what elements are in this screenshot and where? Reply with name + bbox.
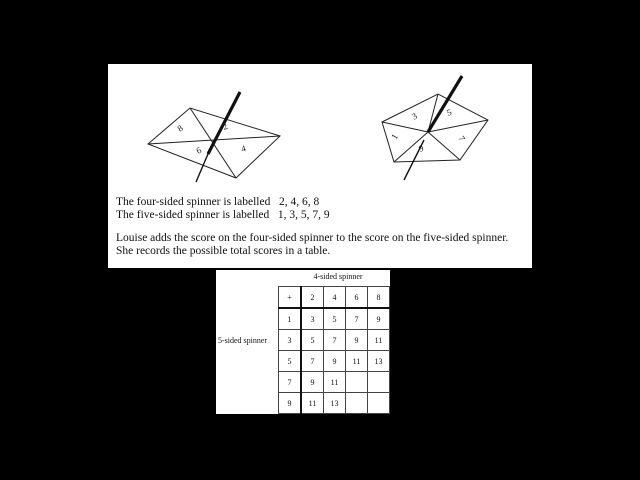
table-row [279,308,390,330]
four-spinner-label-4: 4 [239,143,247,154]
table-cell: 13 [368,351,390,372]
four-spinner-label-2: 2 [221,120,229,132]
table-cell: 8 [368,287,390,309]
table-cell [346,393,368,414]
four-spinner-label-1: 8 [175,122,185,134]
table-cell [368,372,390,393]
question-panel [108,64,532,268]
four-spinner-label-3: 6 [194,144,203,156]
table-column-title: 4-sided spinner [313,272,363,281]
sum-instruction-text: Louise adds the score on the four-sided spinner to the score on the five-sided spinner. [116,232,509,244]
table-cell: 5 [301,330,324,351]
table-cell: 3 [279,330,302,351]
table-cell: 6 [346,287,368,309]
table-cell: 9 [368,308,390,330]
table-cell: 7 [301,351,324,372]
table-panel [216,270,390,414]
table-cell: 11 [346,351,368,372]
table-cell: 9 [346,330,368,351]
table-cell: 9 [324,351,346,372]
table-cell [346,372,368,393]
five-spinner-label-3: 7 [456,134,468,143]
four-spinner-text: The four-sided spinner is labelled 2, 4, 6, 8 [116,196,320,208]
table-cell [368,393,390,414]
four-sided-spinner [148,92,280,182]
table-cell: 2 [301,287,324,309]
table-row [279,393,390,414]
five-spinner-label-4: 9 [417,142,425,154]
table-cell: 5 [324,308,346,330]
table-cell: 7 [324,330,346,351]
table-instruction-text: She records the possible total scores in a table. [116,245,331,257]
table-cell: 7 [346,308,368,330]
table-cell: + [279,287,302,309]
table-cell: 4 [324,287,346,309]
five-spinner-text: The five-sided spinner is labelled 1, 3, 5, 7, 9 [116,209,330,221]
table-cell: 9 [301,372,324,393]
table-cell: 11 [324,372,346,393]
table-row [279,351,390,372]
table-row [279,372,390,393]
five-sided-spinner [382,76,488,180]
table-cell: 1 [279,308,302,330]
spinners-illustration [108,64,532,190]
table-header-row [279,287,390,309]
table-cell: 11 [368,330,390,351]
table-cell: 5 [279,351,302,372]
table-cell: 13 [324,393,346,414]
paragraph-gap [116,222,526,232]
five-spinner-label-2: 5 [445,106,453,118]
table-cell: 7 [279,372,302,393]
question-text [116,196,526,258]
table-row [279,330,390,351]
table-cell: 11 [301,393,324,414]
sum-table [278,286,390,414]
five-spinner-label-5: 1 [389,132,400,141]
table-row-title: 5-sided spinner [218,336,268,345]
table-cell: 9 [279,393,302,414]
table-cell: 3 [301,308,324,330]
five-spinner-label-1: 3 [410,110,419,122]
